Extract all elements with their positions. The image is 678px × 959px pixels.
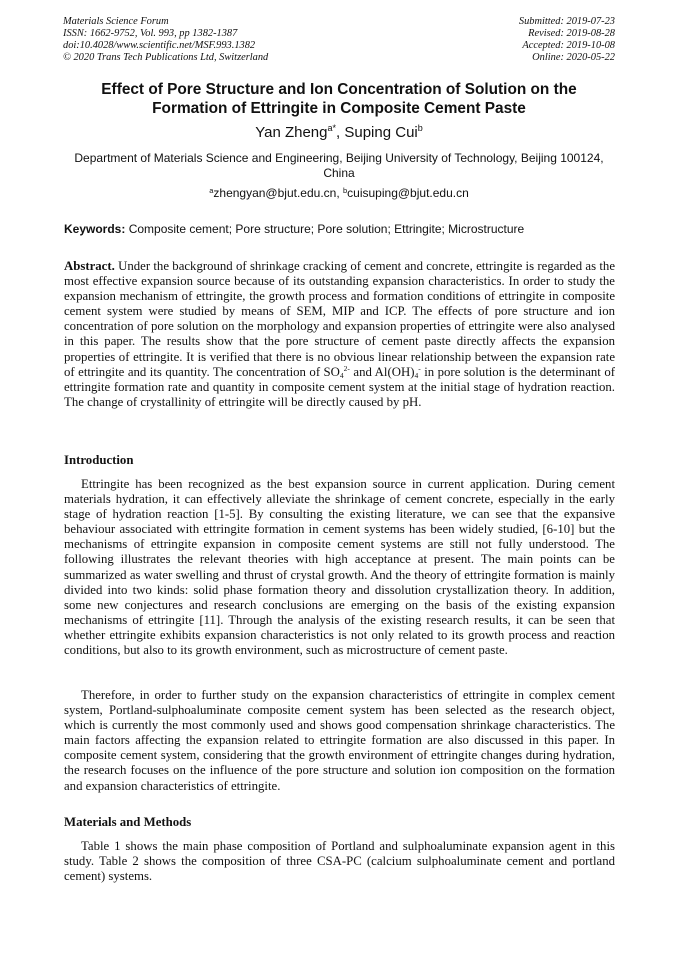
author-name: Suping Cui [344,124,418,141]
author-affiliation-mark: a* [327,123,337,133]
abstract-label: Abstract. [64,259,115,273]
author-affiliation-mark: b [417,123,423,133]
keywords-label: Keywords: [64,222,126,236]
title-line-2: Formation of Ettringite in Composite Cement Paste [152,100,526,117]
introduction-paragraph: Therefore, in order to further study on the expansion characteristics of ettringite in complex cement system, Portland-sulphoaluminate composite cement system has been selected as the research object, which is currently the most commonly used and shows good compensation shrinkage characteristics. The main factors affecting the expansion related to ettringite formation are also discussed in this paper. In composite cement system, considering that the growth environment of ettringite changes during hydration, the research focuses on the influence of the pore structure and solution ion composition on the formation and expansion characteristics of ettringite. [64,688,615,793]
keywords-text: Composite cement; Pore structure; Pore solution; Ettringite; Microstructure [125,222,525,236]
affiliation: Department of Materials Science and Engineering, Beijing University of Technology, Beijing 100124, China [74,151,604,180]
email-link[interactable]: cuisuping@bjut.edu.cn [347,186,469,200]
subscript: 4 [339,370,344,380]
email-mark: b [343,186,348,195]
journal-info [63,16,268,64]
author-list [40,124,638,142]
section-heading-introduction: Introduction [64,453,134,467]
introduction-paragraph: Ettringite has been recognized as the best expansion source in current application. During cement materials hydration, it can effectively alleviate the shrinkage of cement concrete, especially in the early stage of hydration reaction [1-5]. By consulting the existing literature, we can see that the expansive behaviour associated with ettringite formation in cement systems has been widely studied, [6-10] but the mechanisms of ettringite expansion in composite cement systems are still not fully understood. The following illustrates the relevant theories with high acceptance at present. The main points can be summarized as water swelling and thrust of crystal growth. And the theory of ettringite formation is mainly divided into two kinds: solid phase formation theory and dissolution crystallization theory. In addition, some new conjectures and research conclusions are emerging on the basis of the existing expansion mechanisms of ettringite [11]. Through the analysis of the existing research results, it can be seen that whether ettringite exhibits expansion characteristics is not only related to its growth process and reaction conditions, but also to its growth environment, such as microstructure of cement paste. [64,477,615,658]
abstract-text: and Al(OH) [349,364,415,379]
materials-methods-paragraph: Table 1 shows the main phase composition of Portland and sulphoaluminate expansion agent in this study. Table 2 shows the composition of three CSA-PC (calcium sulphoaluminate cement and portland cement) systems. [64,839,615,884]
abstract [64,259,615,410]
superscript: - [418,363,421,373]
section-heading-materials-methods: Materials and Methods [64,815,192,829]
author-name: Yan Zheng [255,124,328,141]
email-mark: a [209,186,214,195]
author-emails [40,186,638,201]
paper-title [40,80,638,118]
abstract-text: Under the background of shrinkage cracking of cement and concrete, ettringite is regarded as the most effective expansion source because of its outstanding expansion characteristics. In order to study the expansion mechanism of ettringite, the growth process and formation conditions of ettringite in composite cement system were studied by means of SEM, MIP and ICP. The effects of pore structure and ion concentration of pore solution on the morphology and expansion properties of ettringite were also analysed in this paper. The results show that the pore structure of cement paste directly affects the expansion properties of ettringite. It is verified that there is no obvious linear relationship between the expansion rate of ettringite and its quantity. The concentration of SO [64,259,615,379]
accepted-date: Accepted: 2019-10-08 [522,40,615,51]
publication-dates [519,16,615,64]
revised-date: Revised: 2019-08-28 [528,28,615,39]
submitted-date: Submitted: 2019-07-23 [518,16,615,27]
issn-line: ISSN: 1662-9752, Vol. 993, pp 1382-1387 [63,28,238,39]
superscript: 2- [343,363,350,373]
email-link[interactable]: zhengyan@bjut.edu.cn, [213,186,343,200]
subscript: 4 [414,370,419,380]
journal-name: Materials Science Forum [63,16,169,27]
title-line-1: Effect of Pore Structure and Ion Concentration of Solution on the [101,81,577,98]
doi-line[interactable]: doi:10.4028/www.scientific.net/MSF.993.1382 [63,40,256,51]
keywords [64,222,616,237]
online-date: Online: 2020-05-22 [532,52,615,63]
copyright-line: © 2020 Trans Tech Publications Ltd, Switzerland [63,52,269,63]
abstract-text: in pore solution is the determinant of ettringite formation rate and quantity in composite cement system at the initial stage of hydration reaction. The change of crystallinity of ettringite will be directly caused by pH. [64,364,615,409]
author-separator: , [336,124,345,141]
